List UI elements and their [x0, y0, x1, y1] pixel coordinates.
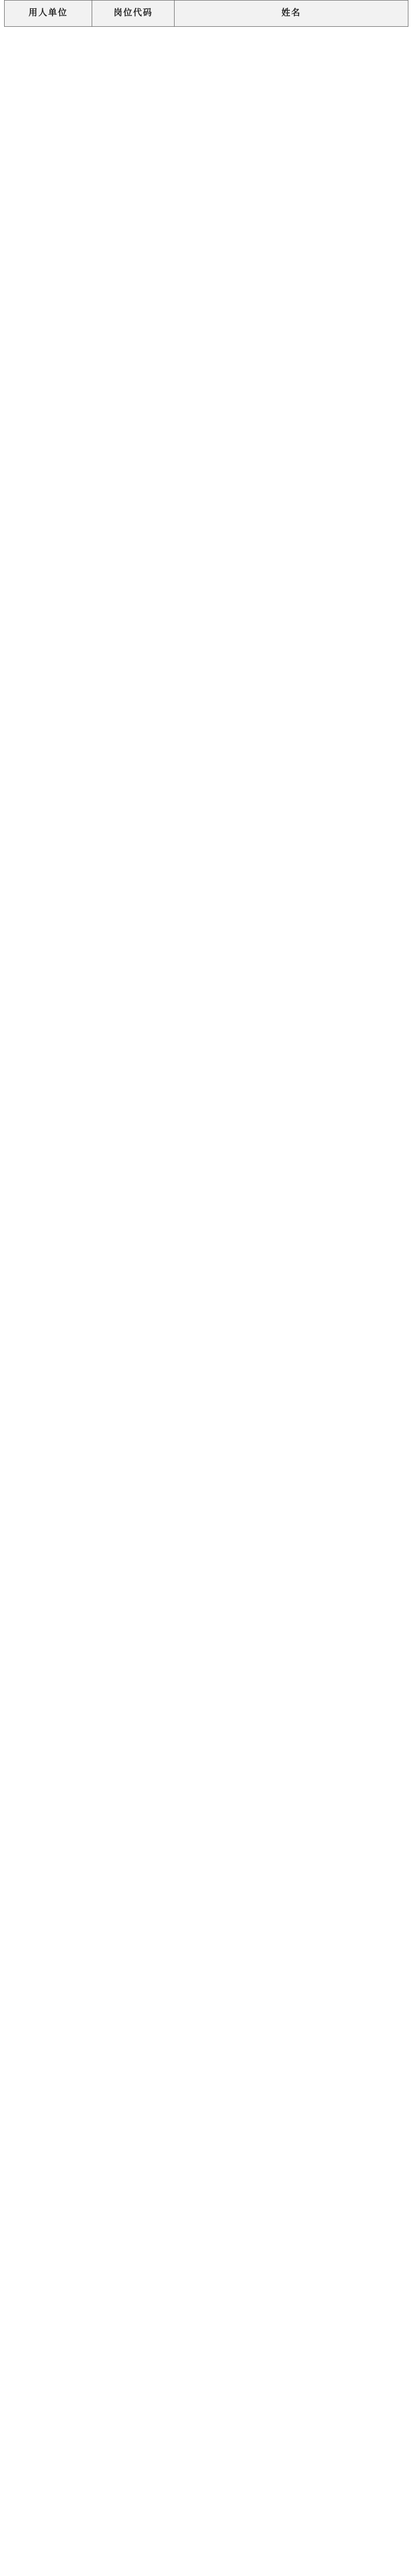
- table-header: [5, 1, 408, 27]
- header-position-code: 岗位代码: [92, 1, 175, 27]
- recruitment-roster-table: [4, 0, 408, 27]
- header-unit: 用人单位: [5, 1, 92, 27]
- header-names: 姓名: [175, 1, 408, 27]
- header-row: [5, 1, 408, 27]
